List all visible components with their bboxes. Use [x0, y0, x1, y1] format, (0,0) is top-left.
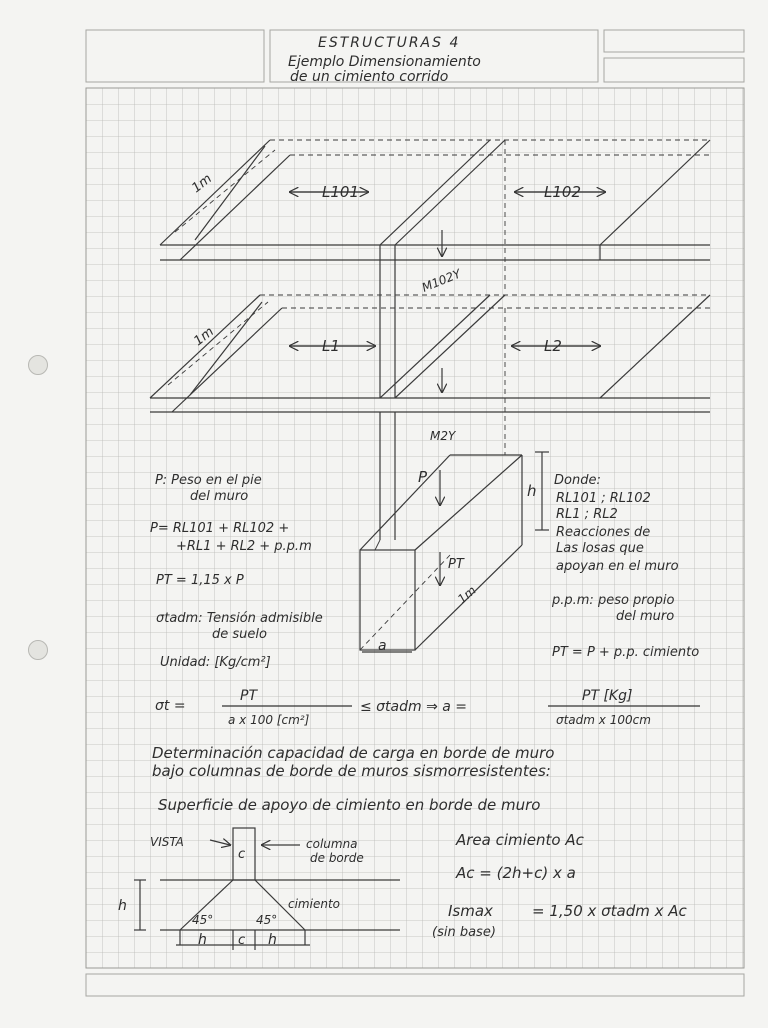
p-equation-line2: +RL1 + RL2 + p.p.m — [176, 539, 312, 554]
ppm-definition-line2: del muro — [616, 609, 675, 624]
load-pt-label: PT — [448, 557, 464, 572]
column-c-label: c — [238, 847, 246, 862]
formula-lhs: σt = — [155, 698, 186, 714]
footing-width-label: a — [378, 638, 387, 654]
dim-h-left: h — [198, 932, 207, 948]
formula-num1: PT — [240, 688, 257, 704]
angle-label-right: 45° — [256, 913, 278, 927]
ismax-rhs: = 1,50 x σtadm x Ac — [532, 902, 687, 920]
height-label: h — [118, 898, 127, 914]
unit-label: Unidad: [Kg/cm²] — [160, 655, 271, 670]
height-h-label: h — [527, 482, 537, 500]
binder-hole — [28, 640, 48, 660]
dim-h-right: h — [268, 932, 277, 948]
footing-length-label: 1m — [454, 583, 479, 607]
section-heading — [152, 744, 554, 814]
area-equation: Ac = (2h+c) x a — [456, 864, 576, 882]
formula-inequality: ≤ σtadm ⇒ a = — [360, 699, 468, 715]
column-label-line2: de borde — [310, 851, 364, 865]
span-label-l2: L2 — [544, 337, 562, 355]
reactions-desc-line1: Reacciones de — [556, 525, 651, 540]
section-line1: Determinación capacidad de carga en borde de muro — [152, 744, 555, 762]
footing-sketch-label: cimiento — [288, 897, 340, 911]
reactions-desc-line3: apoyan en el muro — [556, 559, 679, 574]
span-label-l101: L101 — [322, 183, 359, 201]
course-title: ESTRUCTURAS 4 — [318, 35, 461, 51]
pt-equation: PT = 1,15 x P — [156, 573, 244, 588]
formula-den1: a x 100 [cm²] — [228, 713, 310, 727]
angle-label-left: 45° — [192, 913, 214, 927]
ppm-definition-line1: p.p.m: peso propio — [552, 593, 675, 608]
upper-depth-label: 1m — [189, 171, 215, 197]
section-line3: Superficie de apoyo de cimiento en borde de muro — [158, 796, 541, 814]
span-label-l1: L1 — [322, 337, 340, 355]
example-title-line1: Ejemplo Dimensionamiento — [288, 54, 481, 70]
reactions-line1: RL101 ; RL102 — [556, 491, 651, 506]
example-title-line2: de un cimiento corrido — [290, 69, 449, 85]
beam-label-m102y: M102Y — [419, 266, 463, 295]
donde-label: Donde: — [554, 473, 601, 488]
column-label-line1: columna — [306, 837, 358, 851]
sigma-definition-line2: de suelo — [212, 627, 267, 642]
span-label-l102: L102 — [544, 183, 581, 201]
area-title: Area cimiento Ac — [456, 831, 584, 849]
vista-label: VISTA — [150, 835, 184, 849]
ismax-note: (sin base) — [432, 925, 496, 940]
reactions-desc-line2: Las losas que — [556, 541, 644, 556]
reactions-line2: RL1 ; RL2 — [556, 507, 618, 522]
ismax-lhs: Ismax — [448, 902, 493, 920]
p-definition-line1: P: Peso en el pie — [155, 473, 262, 488]
p-definition-line2: del muro — [190, 489, 249, 504]
sigma-definition-line1: σtadm: Tensión admisible — [156, 611, 323, 626]
lower-depth-label: 1m — [191, 324, 217, 350]
beam-label-m2y: M2Y — [430, 429, 456, 443]
formula-den2: σtadm x 100cm — [556, 713, 651, 727]
formula-num2: PT [Kg] — [582, 688, 633, 704]
dim-c: c — [238, 933, 246, 948]
binder-hole — [28, 355, 48, 375]
load-p-label: P — [418, 468, 428, 486]
pt-definition: PT = P + p.p. cimiento — [552, 645, 700, 660]
section-line2: bajo columnas de borde de muros sismorresistentes: — [152, 762, 551, 780]
p-equation-line1: P= RL101 + RL102 + — [150, 521, 290, 536]
footer-box — [86, 974, 744, 996]
